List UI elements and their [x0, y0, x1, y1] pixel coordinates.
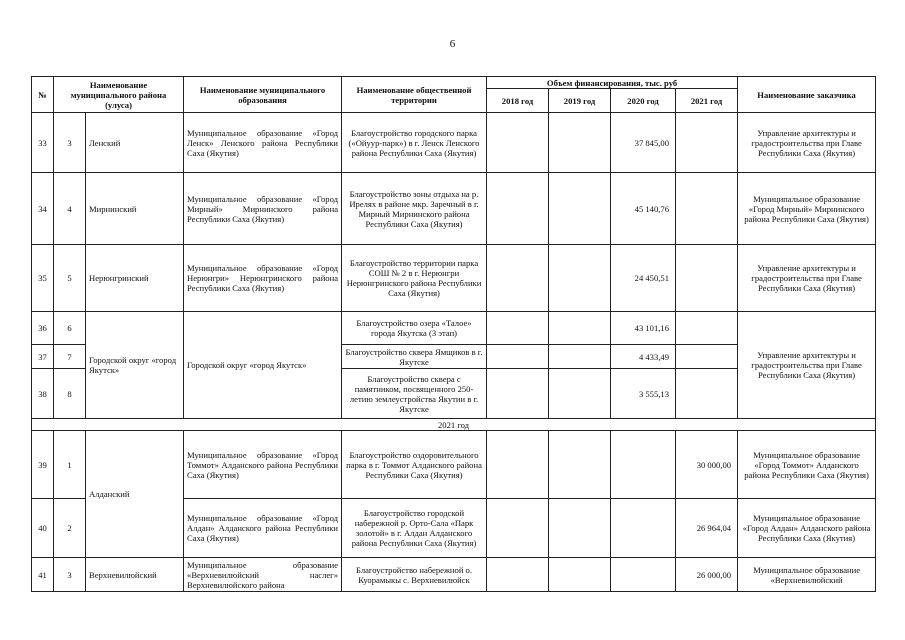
customer-cell: Управление архитектуры и градостроительства при Главе Республики Саха (Якутия)	[738, 113, 876, 173]
amount-2020: 37 845,00	[611, 113, 676, 173]
row-number: 40	[32, 499, 54, 558]
year-divider: 2021 год	[32, 419, 876, 431]
territory-cell: Благоустройство городской набережной р. Орто-Сала «Парк золотой» в г. Алдан Алданского района Республики Саха (Якутия)	[342, 499, 487, 558]
amount-2021	[676, 369, 738, 419]
amount-2020	[611, 499, 676, 558]
header-no: №	[32, 77, 54, 113]
amount-2019	[549, 369, 611, 419]
row-number: 34	[32, 173, 54, 245]
customer-cell-yakutsk: Управление архитектуры и градостроительства при Главе Республики Саха (Якутия)	[738, 312, 876, 419]
amount-2019	[549, 173, 611, 245]
territory-cell: Благоустройство городского парка («Ойуур-парк») в г. Ленск Ленского района Республики Саха (Якутия)	[342, 113, 487, 173]
row-number: 38	[32, 369, 54, 419]
territory-cell: Благоустройство территории парка СОШ № 2 в г. Нерюнгри Нерюнгринского района Республики Саха (Якутия)	[342, 245, 487, 312]
district-cell: Верхневилюйский	[86, 558, 184, 592]
row-sub-number: 3	[54, 113, 86, 173]
header-2020: 2020 год	[611, 89, 676, 113]
amount-2018	[487, 312, 549, 345]
customer-cell: Муниципальное образование «Город Томмот» Алданского района Республики Саха (Якутия)	[738, 431, 876, 499]
amount-2021: 26 000,00	[676, 558, 738, 592]
district-cell: Ленский	[86, 113, 184, 173]
amount-2021: 26 964,04	[676, 499, 738, 558]
amount-2021	[676, 173, 738, 245]
amount-2021	[676, 113, 738, 173]
row-sub-number: 8	[54, 369, 86, 419]
customer-cell: Управление архитектуры и градостроительства при Главе Республики Саха (Якутия)	[738, 245, 876, 312]
territory-cell: Благоустройство оздоровительного парка в г. Томмот Алданского района Республики Саха (Якутия)	[342, 431, 487, 499]
amount-2018	[487, 431, 549, 499]
header-territory: Наименование общественной территории	[342, 77, 487, 113]
municipality-cell: Муниципальное образование «Город Томмот» Алданского района Республики Саха (Якутия)	[184, 431, 342, 499]
amount-2018	[487, 113, 549, 173]
row-sub-number: 5	[54, 245, 86, 312]
amount-2020	[611, 558, 676, 592]
amount-2019	[549, 499, 611, 558]
row-number: 35	[32, 245, 54, 312]
customer-cell: Муниципальное образование «Верхневилюйский	[738, 558, 876, 592]
amount-2019	[549, 431, 611, 499]
row-sub-number: 2	[54, 499, 86, 558]
header-customer: Наименование заказчика	[738, 77, 876, 113]
amount-2019	[549, 245, 611, 312]
amount-2021	[676, 345, 738, 369]
amount-2020: 3 555,13	[611, 369, 676, 419]
territory-cell: Благоустройство озера «Талое» города Якутска (3 этап)	[342, 312, 487, 345]
municipality-cell: Муниципальное образование «Верхневилюйский наслег» Верхневилюйского района	[184, 558, 342, 592]
municipality-cell: Муниципальное образование «Город Мирный» Мирнинского района Республики Саха (Якутия)	[184, 173, 342, 245]
customer-cell: Муниципальное образование «Город Алдан» Алданского района Республики Саха (Якутия)	[738, 499, 876, 558]
district-cell-aldan: Алданский	[86, 431, 184, 558]
customer-cell: Муниципальное образование «Город Мирный» Мирнинского района Республики Саха (Якутия)	[738, 173, 876, 245]
row-sub-number: 6	[54, 312, 86, 345]
territory-cell: Благоустройство набережной о. Куорамыкы с. Верхневилюйск	[342, 558, 487, 592]
table-row	[32, 173, 876, 245]
amount-2020: 43 101,16	[611, 312, 676, 345]
amount-2020: 24 450,51	[611, 245, 676, 312]
amount-2018	[487, 173, 549, 245]
table-row	[32, 431, 876, 499]
amount-2020: 4 433,49	[611, 345, 676, 369]
row-sub-number: 4	[54, 173, 86, 245]
territory-cell: Благоустройство зоны отдыха на р. Ирелях в районе мкр. Заречный в г. Мирный Мирнинского района Республики Саха (Якутия)	[342, 173, 487, 245]
amount-2018	[487, 369, 549, 419]
territory-cell: Благоустройство сквера с памятником, посвященного 250-летию землеустройства Якутии в г. Якутске	[342, 369, 487, 419]
municipality-cell: Муниципальное образование «Город Алдан» Алданского района Республики Саха (Якутия)	[184, 499, 342, 558]
amount-2018	[487, 499, 549, 558]
row-sub-number: 1	[54, 431, 86, 499]
amount-2021: 30 000,00	[676, 431, 738, 499]
amount-2020	[611, 431, 676, 499]
district-cell-yakutsk: Городской округ «город Якутск»	[86, 312, 184, 419]
district-cell: Нерюнгринский	[86, 245, 184, 312]
amount-2019	[549, 113, 611, 173]
row-sub-number: 3	[54, 558, 86, 592]
amount-2019	[549, 558, 611, 592]
row-sub-number: 7	[54, 345, 86, 369]
row-number: 39	[32, 431, 54, 499]
header-funding: Объем финансирования, тыс. руб	[487, 77, 738, 89]
municipality-cell-yakutsk: Городской округ «город Якутск»	[184, 312, 342, 419]
header-2019: 2019 год	[549, 89, 611, 113]
financing-table	[31, 76, 876, 592]
amount-2019	[549, 312, 611, 345]
amount-2020: 45 140,76	[611, 173, 676, 245]
row-number: 36	[32, 312, 54, 345]
table-row	[32, 113, 876, 173]
header-municipality: Наименование муниципального образования	[184, 77, 342, 113]
amount-2021	[676, 312, 738, 345]
header-district: Наименование муниципального района (улуса)	[54, 77, 184, 113]
territory-cell: Благоустройство сквера Ямщиков в г. Якутске	[342, 345, 487, 369]
header-2018: 2018 год	[487, 89, 549, 113]
table-row	[32, 558, 876, 592]
municipality-cell: Муниципальное образование «Город Ленск» Ленского района Республики Саха (Якутия)	[184, 113, 342, 173]
row-number: 41	[32, 558, 54, 592]
amount-2018	[487, 245, 549, 312]
amount-2018	[487, 345, 549, 369]
year-divider-row	[32, 419, 876, 431]
amount-2021	[676, 245, 738, 312]
header-2021: 2021 год	[676, 89, 738, 113]
amount-2019	[549, 345, 611, 369]
municipality-cell: Муниципальное образование «Город Нерюнгри» Нерюнгринского района Республики Саха (Якутия)	[184, 245, 342, 312]
row-number: 33	[32, 113, 54, 173]
table-row	[32, 245, 876, 312]
row-number: 37	[32, 345, 54, 369]
district-cell: Мирнинский	[86, 173, 184, 245]
table-row	[32, 312, 876, 345]
page-number: 6	[449, 38, 456, 50]
amount-2018	[487, 558, 549, 592]
